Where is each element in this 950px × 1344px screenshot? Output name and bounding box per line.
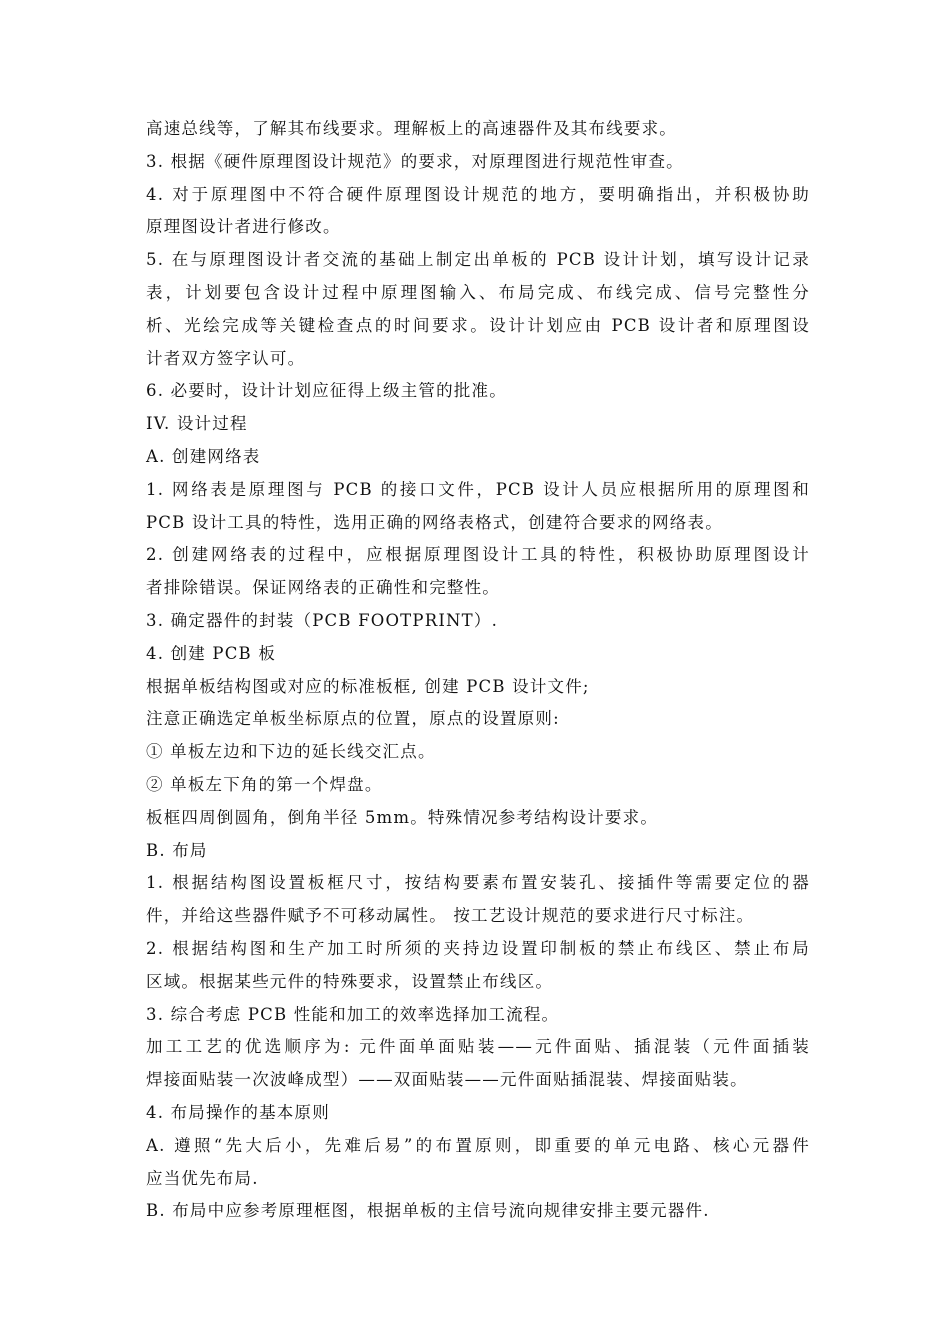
text-line: A. 遵照“先大后小，先难后易”的布置原则，即重要的单元电路、核心元器件: [146, 1135, 810, 1155]
text-line: 6. 必要时，设计计划应征得上级主管的批准。: [146, 381, 507, 401]
text-line: B. 布局中应参考原理框图，根据单板的主信号流向规律安排主要元器件.: [146, 1201, 710, 1221]
text-line: 原理图设计者进行修改。: [146, 217, 341, 237]
text-line: 3. 确定器件的封装（PCB FOOTPRINT）.: [146, 610, 499, 630]
text-line: 表，计划要包含设计过程中原理图输入、布局完成、布线完成、信号完整性分: [146, 282, 810, 302]
text-line: 1. 根据结构图设置板框尺寸，按结构要素布置安装孔、接插件等需要定位的器: [146, 873, 810, 893]
text-line: PCB 设计工具的特性，选用正确的网络表格式，创建符合要求的网络表。: [146, 512, 723, 532]
text-line: 4. 创建 PCB 板: [146, 643, 277, 663]
text-line: 根据单板结构图或对应的标准板框, 创建 PCB 设计文件;: [146, 676, 590, 696]
text-line: A. 创建网络表: [146, 446, 261, 466]
text-line: 计者双方签字认可。: [146, 348, 306, 368]
text-line: 析、光绘完成等关键检查点的时间要求。设计计划应由 PCB 设计者和原理图设: [146, 315, 810, 335]
text-line: 2. 根据结构图和生产加工时所须的夹持边设置印制板的禁止布线区、禁止布局: [146, 938, 810, 958]
text-line: 区域。根据某些元件的特殊要求，设置禁止布线区。: [146, 971, 554, 991]
text-line: 者排除错误。保证网络表的正确性和完整性。: [146, 578, 500, 598]
text-line: 5. 在与原理图设计者交流的基础上制定出单板的 PCB 设计计划，填写设计记录: [146, 250, 810, 270]
text-line: 件，并给这些器件赋予不可移动属性。 按工艺设计规范的要求进行尺寸标注。: [146, 906, 755, 926]
text-line: IV. 设计过程: [146, 414, 248, 434]
text-line: 2. 创建网络表的过程中，应根据原理图设计工具的特性，积极协助原理图设计: [146, 545, 810, 565]
text-line: 应当优先布局.: [146, 1168, 259, 1188]
text-line: 3. 综合考虑 PCB 性能和加工的效率选择加工流程。: [146, 1004, 560, 1024]
text-line: 注意正确选定单板坐标原点的位置，原点的设置原则:: [146, 709, 560, 729]
text-line: 3. 根据《硬件原理图设计规范》的要求，对原理图进行规范性审查。: [146, 151, 684, 171]
text-line: B. 布局: [146, 840, 208, 860]
text-line: ① 单板左边和下边的延长线交汇点。: [146, 742, 436, 762]
text-line: 1. 网络表是原理图与 PCB 的接口文件，PCB 设计人员应根据所用的原理图和: [146, 479, 810, 499]
text-line: 4. 布局操作的基本原则: [146, 1102, 330, 1122]
document-body: [146, 113, 810, 1228]
text-line: 板框四周倒圆角，倒角半径 5mm。特殊情况参考结构设计要求。: [146, 807, 659, 827]
text-line: 焊接面贴装一次波峰成型）——双面贴装——元件面贴插混装、焊接面贴装。: [146, 1070, 748, 1090]
text-line: 加工工艺的优选顺序为: 元件面单面贴装——元件面贴、插混装（元件面插装: [146, 1037, 810, 1057]
text-line: 4. 对于原理图中不符合硬件原理图设计规范的地方，要明确指出，并积极协助: [146, 184, 810, 204]
text-line: 高速总线等，了解其布线要求。理解板上的高速器件及其布线要求。: [146, 119, 677, 138]
text-line: ② 单板左下角的第一个焊盘。: [146, 774, 383, 794]
